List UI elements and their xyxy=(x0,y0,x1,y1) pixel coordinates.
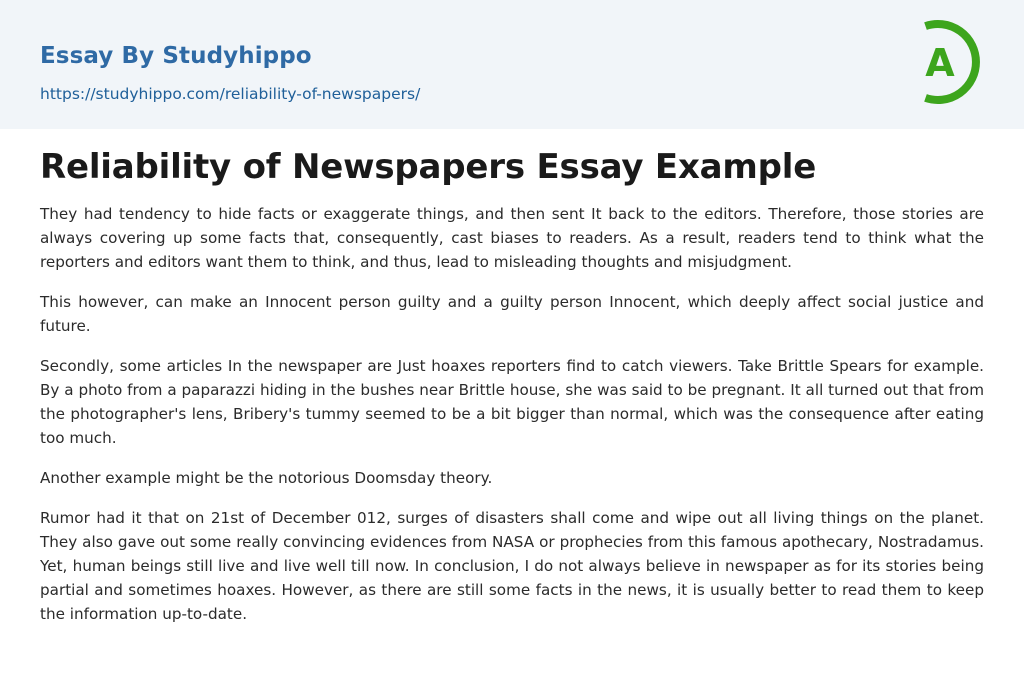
site-brand[interactable]: Essay By Studyhippo xyxy=(40,43,312,69)
article-paragraph: This however, can make an Innocent person guilty and a guilty person Innocent, which deeply affect social justice and future. xyxy=(40,293,984,335)
article-paragraph: Another example might be the notorious Doomsday theory. xyxy=(40,469,493,487)
site-header xyxy=(0,0,1024,129)
article-paragraph: They had tendency to hide facts or exaggerate things, and then sent It back to the editors. Therefore, those stories are always covering up some facts that, consequently, cast biases to readers. As a result, readers tend to think what the reporters and editors want them to think, and thus, lead to misleading thoughts and misjudgment. xyxy=(40,205,984,271)
article-paragraph: Rumor had it that on 21st of December 012, surges of disasters shall come and wipe out all living things on the planet. They also gave out some really convincing evidences from NASA or prophecies from this famous apothecary, Nostradamus. Yet, human beings still live and live well till now. In conclusion, I do not always believe in newspaper as for its stories being partial and sometimes hoaxes. However, as there are still some facts in the news, it is usually better to read them to keep the information up-to-date. xyxy=(40,509,984,623)
article-url-link[interactable]: https://studyhippo.com/reliability-of-newspapers/ xyxy=(40,85,421,103)
article xyxy=(40,140,984,626)
studyhippo-logo-icon[interactable] xyxy=(906,18,990,106)
logo-letter: A xyxy=(925,41,955,85)
article-paragraph: Secondly, some articles In the newspaper are Just hoaxes reporters find to catch viewers. Take Brittle Spears for example. By a photo from a paparazzi hiding in the bushes near Brittle house, she was said to be pregnant. It all turned out that from the photographer's lens, Bribery's tummy seemed to be a bit bigger than normal, which was the consequence after eating too much. xyxy=(40,357,984,447)
page-title: Reliability of Newspapers Essay Example xyxy=(40,147,817,187)
